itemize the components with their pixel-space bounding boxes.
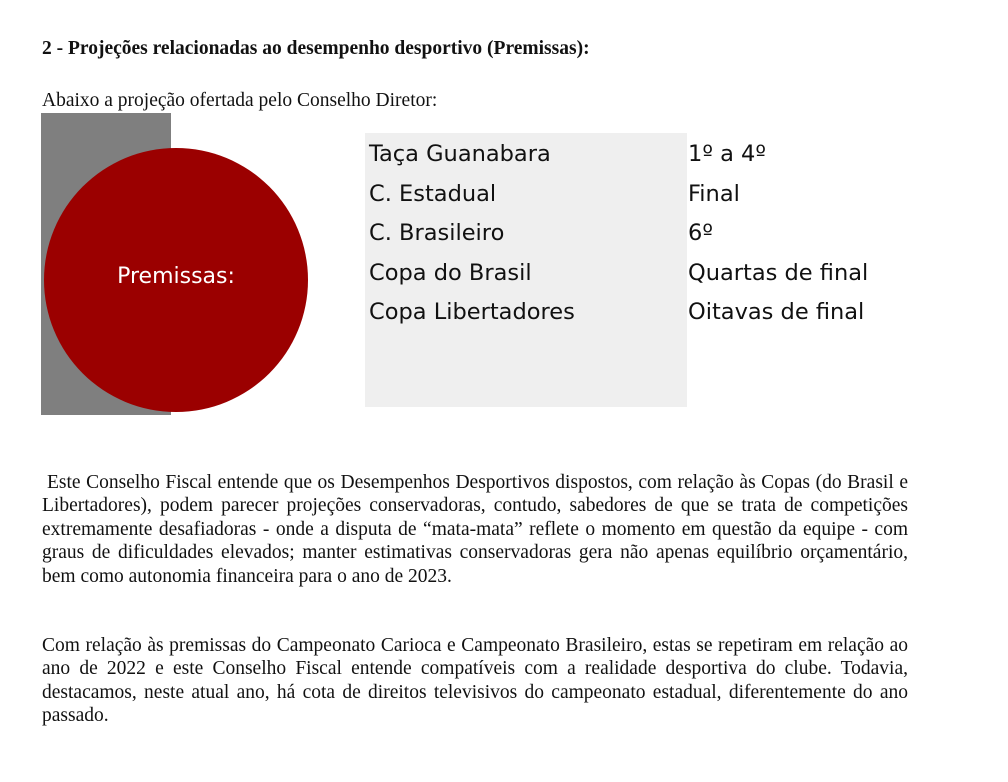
intro-text: Abaixo a projeção ofertada pelo Conselho Diretor: [42, 90, 438, 111]
competition-projection: Final [688, 180, 740, 207]
competition-name: C. Estadual [369, 180, 497, 207]
premises-row-taca-guanabara [369, 135, 929, 173]
competition-name: C. Brasileiro [369, 220, 505, 246]
premises-row-libertadores [369, 293, 929, 331]
body-paragraph-1: Este Conselho Fiscal entende que os Desempenhos Desportivos dispostos, com relação às Copas (do Brasil e Libertadores), podem parecer projeções conservadoras, contudo, sabedores de que se trata de competições extremamente desafiadoras - onde a disputa de “mata-mata” reflete o momento em questão da equipe - com graus de dificuldades elevados; manter estimativas conservadoras gera não apenas equilíbrio orçamentário, bem como autonomia financeira para o ano de 2023. [42, 472, 908, 587]
circle-label: Premissas: [117, 264, 235, 289]
body-paragraph-2: Com relação às premissas do Campeonato Carioca e Campeonato Brasileiro, estas se repetiram em relação ao ano de 2022 e este Conselho Fiscal entende compatíveis com a realidade desportiva do clube. Todavia, destacamos, neste atual ano, há cota de direitos televisivos do campeonato estadual, diferentemente do ano passado. [42, 635, 908, 727]
competition-projection: 6º [688, 220, 713, 246]
competition-projection: 1º a 4º [688, 141, 766, 167]
premises-circle [44, 148, 308, 412]
premises-row-brasileiro [369, 214, 929, 252]
competition-projection: Oitavas de final [688, 299, 865, 325]
premises-row-estadual [369, 175, 929, 213]
premises-row-copa-do-brasil [369, 254, 929, 292]
competition-name: Copa do Brasil [369, 259, 532, 286]
competition-projection: Quartas de final [688, 259, 869, 286]
competition-name: Taça Guanabara [369, 141, 551, 167]
competition-name: Copa Libertadores [369, 299, 575, 325]
section-heading: 2 - Projeções relacionadas ao desempenho desportivo (Premissas): [42, 38, 590, 59]
